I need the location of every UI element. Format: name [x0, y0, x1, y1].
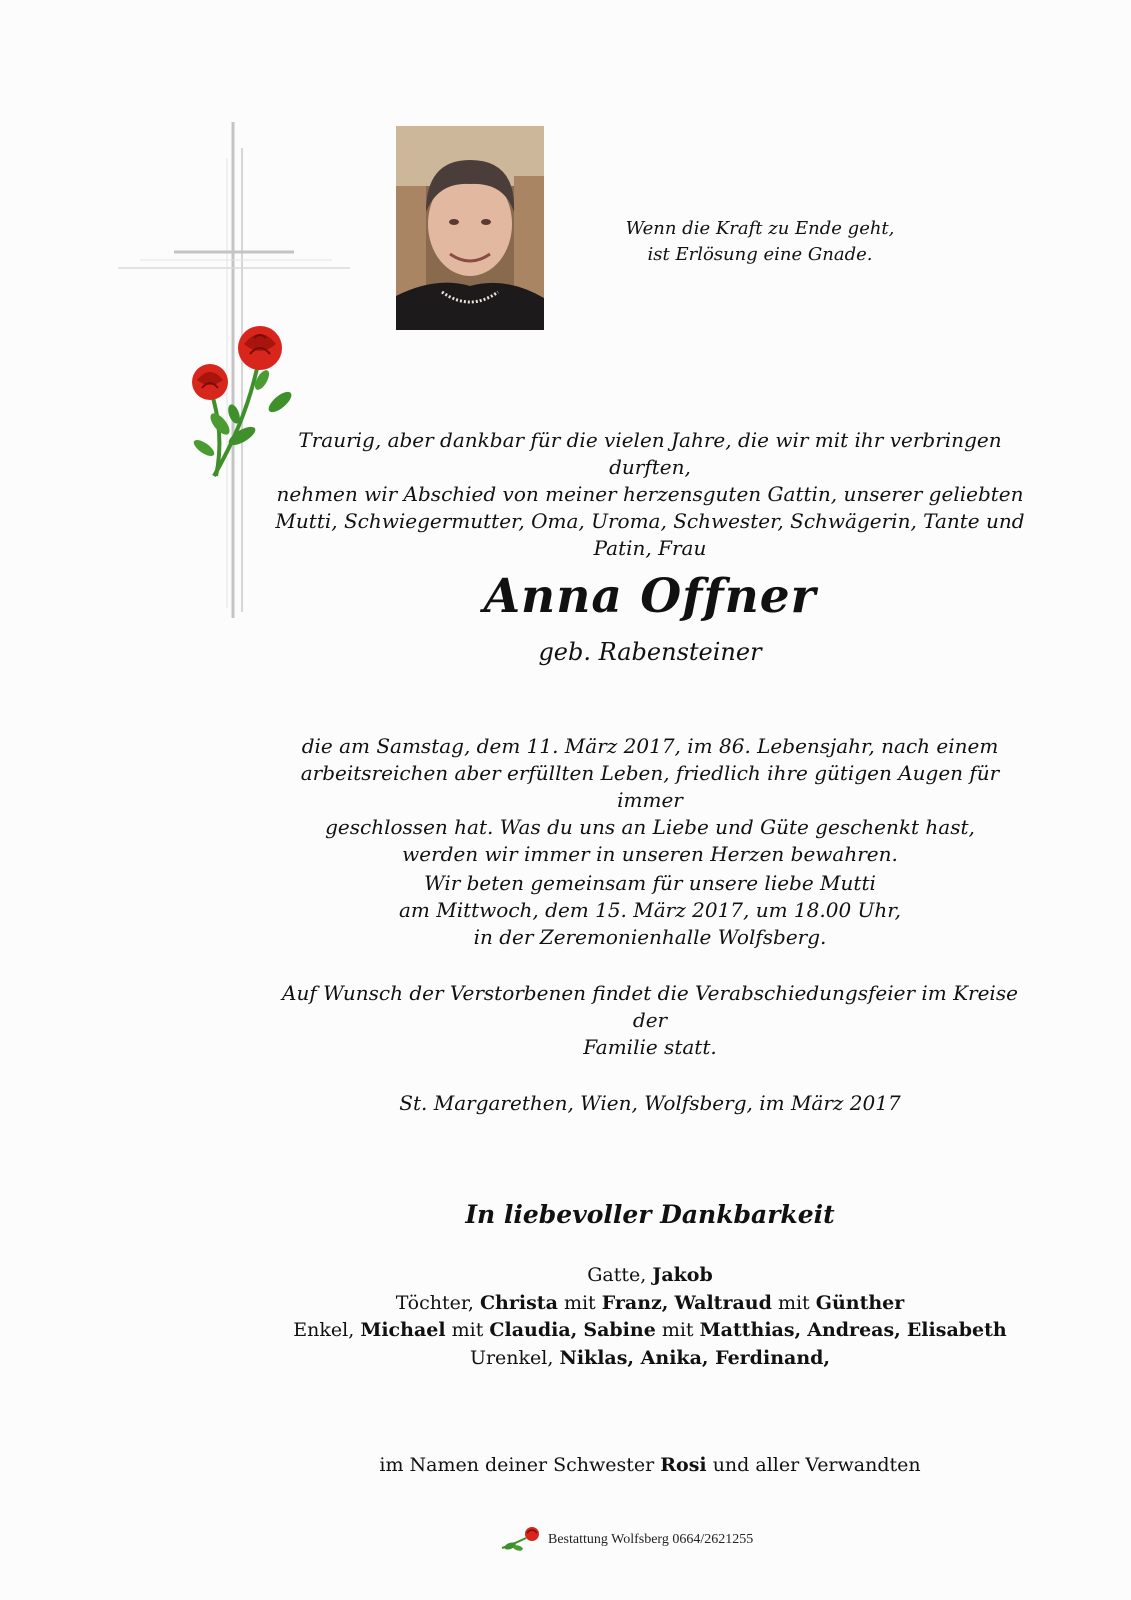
family-name: Claudia, — [489, 1319, 578, 1341]
signoff-suffix: und aller Verwandten — [712, 1454, 921, 1476]
family-row-daughters — [270, 1290, 1030, 1318]
rose-logo-icon — [500, 1524, 546, 1552]
motto-line: Wenn die Kraft zu Ende geht, — [625, 218, 895, 239]
deceased-name: Anna Offner — [483, 569, 817, 624]
family-name: Günther — [815, 1291, 905, 1314]
family-name: Christa — [479, 1291, 558, 1314]
signoff-prefix: im Namen deiner Schwester — [379, 1454, 655, 1476]
family-label: Gatte, — [587, 1264, 647, 1286]
family-connector: mit — [777, 1291, 810, 1314]
intro-line: nehmen wir Abschied von meiner herzensguten Gattin, unserer geliebten — [276, 482, 1024, 506]
motto-line: ist Erlösung eine Gnade. — [647, 244, 873, 265]
family-row-grandchildren — [270, 1317, 1030, 1345]
family-name: Andreas, — [807, 1319, 901, 1341]
family-name: Matthias, — [699, 1319, 802, 1341]
signoff-name: Rosi — [660, 1454, 707, 1476]
passing-text — [270, 733, 1030, 868]
family-list — [270, 1262, 1030, 1372]
prayer-text — [270, 870, 1030, 951]
ceremony-line: Familie statt. — [583, 1035, 717, 1059]
family-label: Urenkel, — [469, 1346, 554, 1369]
passing-line: geschlossen hat. Was du uns an Liebe und Güte geschenkt hast, — [325, 815, 975, 839]
family-connector: mit — [451, 1319, 484, 1341]
passing-line: werden wir immer in unseren Herzen bewahren. — [402, 842, 898, 866]
family-label: Enkel, — [293, 1319, 355, 1341]
intro-text — [270, 427, 1030, 562]
motto-quote — [560, 216, 960, 268]
family-name: Sabine — [583, 1319, 656, 1341]
family-name: Jakob — [652, 1264, 713, 1286]
place-date: St. Margarethen, Wien, Wolfsberg, im März 2017 — [399, 1091, 901, 1115]
prayer-line: Wir beten gemeinsam für unsere liebe Mutti — [424, 871, 876, 895]
ceremony-line: Auf Wunsch der Verstorbenen findet die Verabschiedungsfeier im Kreise der — [282, 981, 1018, 1032]
intro-line: Mutti, Schwiegermutter, Oma, Uroma, Schwester, Schwägerin, Tante und — [275, 509, 1025, 533]
family-name: Elisabeth — [906, 1319, 1007, 1341]
footer-text: Bestattung Wolfsberg 0664/2621255 — [548, 1532, 754, 1547]
family-name: Michael — [360, 1319, 446, 1341]
family-row-great-grandchildren — [270, 1345, 1030, 1373]
intro-line: Patin, Frau — [593, 536, 707, 560]
ceremony-text — [270, 980, 1030, 1061]
family-row-husband — [270, 1262, 1030, 1290]
family-name: Franz, — [601, 1291, 669, 1314]
funeral-home-footer — [500, 1524, 800, 1554]
family-connector: mit — [661, 1319, 694, 1341]
family-connector: mit — [563, 1291, 596, 1314]
maiden-name: geb. Rabensteiner — [538, 638, 762, 666]
intro-line: Traurig, aber dankbar für die vielen Jahre, die wir mit ihr verbringen durften, — [298, 428, 1002, 479]
prayer-line: am Mittwoch, dem 15. März 2017, um 18.00 Uhr, — [398, 898, 902, 922]
passing-line: die am Samstag, dem 11. März 2017, im 86. Lebensjahr, nach einem — [301, 734, 999, 758]
family-label: Töchter, — [395, 1291, 474, 1314]
portrait-photo — [396, 126, 544, 330]
family-name: Niklas, Anika, Ferdinand, — [559, 1346, 831, 1369]
prayer-line: in der Zeremonienhalle Wolfsberg. — [473, 925, 827, 949]
signoff-line — [270, 1452, 1030, 1479]
passing-line: arbeitsreichen aber erfüllten Leben, friedlich ihre gütigen Augen für immer — [300, 761, 1000, 812]
family-name: Waltraud — [674, 1291, 772, 1314]
gratitude-heading: In liebevoller Dankbarkeit — [465, 1200, 835, 1229]
